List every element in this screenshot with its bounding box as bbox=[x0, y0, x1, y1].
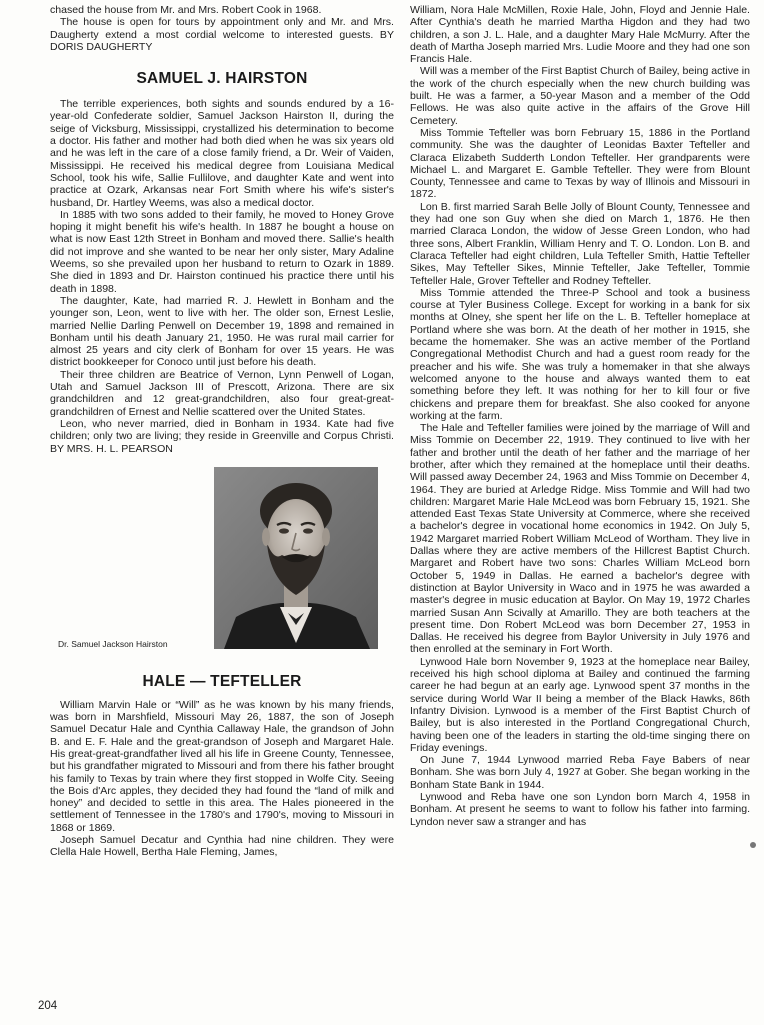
hairston-heading: SAMUEL J. HAIRSTON bbox=[136, 70, 308, 88]
hairston-paragraph-4: Their three children are Beatrice of Vernon, Lynn Penwell of Logan, Utah and Samuel Jackson III of Prescott, Arizona. There are six grandchildren and 12 great-grandchildren, also four great-great-grandchildren of Ernest and Nellie scattered over the United States. bbox=[50, 368, 394, 418]
right-paragraph-5: Miss Tommie attended the Three-P School and took a business course at Tyler Business College. Except for working in a bank for six months at Olney, she spent her life on the L. B. Tefteller homeplace at Portland where she was born. At the death of her mother in 1915, she became the homemaker. She was an active member of the Portland Congregational Methodist Church and had a guest room ready for the preacher and his wife. She was truly a homemaker in that she always welcomed anyone to the house and always wanted them to eat something before they left. It was nothing for her to kill four or five chickens and prepare them for breakfast. She also cooked for anyone working at the farm. bbox=[410, 286, 750, 422]
left-column bbox=[50, 4, 394, 859]
binding-hole-mark bbox=[750, 842, 756, 848]
right-column bbox=[410, 4, 750, 828]
hairston-paragraph-3: The daughter, Kate, had married R. J. Hewlett in Bonham and the younger son, Leon, went to live with her. The older son, Ernest Leslie, married Nellie Darling Penwell on December 19, 1898 and remained in Bonham until his death January 21, 1950. He was rural mail carrier for almost 25 years and city clerk of Bonham for over 15 years. He was district bookkeeper for Conoco until just before his death. bbox=[50, 294, 394, 369]
intro-paragraph-1: chased the house from Mr. and Mrs. Robert Cook in 1968. bbox=[50, 4, 322, 16]
right-paragraph-2: Will was a member of the First Baptist Church of Bailey, being active in the work of the church especially when the new church building was built. He was a farmer, a 50-year Mason and a member of the Odd Fellows. He was also quite active in the affairs of the Grove Hill Cemetery. bbox=[410, 65, 750, 127]
intro-paragraph-2: The house is open for tours by appointment only and Mr. and Mrs. Daugherty extend a most cordial welcome to interested guests. BY DORIS DAUGHERTY bbox=[50, 16, 394, 53]
right-paragraph-1: William, Nora Hale McMillen, Roxie Hale, John, Floyd and Jennie Hale. After Cynthia's death he married Martha Higdon and they had two children, a son J. L. Hale, and a daughter Mary Hale McMurry. After the death of Martha Joseph married Mrs. Ludie Moore and they had one son Francis Hale. bbox=[410, 4, 750, 66]
portrait-figure bbox=[50, 467, 394, 657]
hairston-paragraph-2: In 1885 with two sons added to their family, he moved to Honey Grove hoping it might benefit his wife's health. In 1887 he bought a house on what is now East 12th Street in Bonham and moved there. Sallie's health did not improve and she wanted to be near her only sister, Mary Adaline Weems, so she prevailed upon her husband to return to Ozark in 1889. She died in 1893 and Dr. Hairston continued his practice there until his death in 1898. bbox=[50, 208, 394, 295]
right-paragraph-6: The Hale and Tefteller families were joined by the marriage of Will and Miss Tommie on December 22, 1919. They continued to live with her father and brother until the death of her father and the marriage of her brother, after which they remained at the homeplace until their deaths. Will passed away December 24, 1963 and Miss Tommie on December 4, 1964. They are buried at Arledge Ridge. Miss Tommie and Will had two children: Margaret Marie Hale McLeod was born February 15, 1921. She attended East Texas State University at Commerce, where she received a bachelor's degree in vocational home economics in 1942. On July 5, 1942 Margaret married Robert William McLeod of Wortham. They live in Dallas where they are active members of the Hillcrest Baptist Church. Margaret and Robert have two sons: Charles William McLeod born October 5, 1949 in Dallas. He earned a bachelor's degree with distinction at Baylor University in Waco and in 1975 he was awarded a master's degree in music education at Baylor. On May 19, 1972 Charles married Susan Ann Scivally at Amarillo. They are both teachers at the present time. Don Robert McLeod was born December 27, 1953 in Dallas. He received his degree from Baylor University in July 1976 and then enrolled at the seminary in Fort Worth. bbox=[410, 422, 750, 656]
right-paragraph-3: Miss Tommie Tefteller was born February 15, 1886 in the Portland community. She was the daughter of Leonidas Baxter Tefteller and Claraca Elizabeth Sudderth London Tefteller. Her grandparents were Michael L. and Margaret E. Gamble Tefteller. They were from Blount County, Tennessee and came to Texas by way of Illinois and Missouri in 1872. bbox=[410, 126, 750, 201]
right-paragraph-8: On June 7, 1944 Lynwood married Reba Faye Babers of near Bonham. She was born July 4, 1927 at Gober. She began working in the Bonham State Bank in 1944. bbox=[410, 754, 750, 791]
hale-paragraph-2: Joseph Samuel Decatur and Cynthia had nine children. They were Clella Hale Howell, Bertha Hale Fleming, James, bbox=[50, 834, 394, 859]
hale-tefteller-heading: HALE — TEFTELLER bbox=[142, 672, 302, 690]
page-number: 204 bbox=[38, 1000, 58, 1012]
right-paragraph-4: Lon B. first married Sarah Belle Jolly of Blount County, Tennessee and they had one son Guy when she died on March 1, 1876. He then married Claraca London, the widow of Jesse Green London, who had three sons, Albert Franklin, William Henry and T. O. London. Lon B. and Claraca Tefteller had eight children, Lula Tefteller Smith, Hattie Tefteller Sikes, May Tefteller Sikes, Minnie Tefteller, Jake Tefteller, Tommie Tefteller Hale, Grover Tefteller and Rodney Tefteller. bbox=[410, 200, 750, 287]
hale-paragraph-1: William Marvin Hale or “Will” as he was known by his many friends, was born in Marshfield, Missouri May 26, 1887, the son of Joseph Samuel Decatur Hale and Cynthia Callaway Hale, the grandson of John B. and E. F. Hale and the great-grandson of Joseph and Margaret Hale. His great-great-grandfather lived all his life in Greene County, Tennessee, but his grandfather migrated to Missouri and from there his father brought his family to Texas by train where they first stopped in Wolfe City. Seeing the Bois d'Arc apples, they decided they had found the “land of milk and honey” and decided to settle in this area. The Hales pioneered in the settlement of Tennessee in the 1780's and 1790's, moving to Missouri in 1868 or 1869. bbox=[50, 698, 394, 834]
portrait-photo bbox=[214, 467, 378, 649]
portrait-caption: Dr. Samuel Jackson Hairston bbox=[58, 638, 168, 649]
right-paragraph-9: Lynwood and Reba have one son Lyndon born March 4, 1958 in Bonham. At present he seems to want to follow his father into farming. Lyndon never saw a stranger and has bbox=[410, 791, 750, 828]
right-paragraph-7: Lynwood Hale born November 9, 1923 at the homeplace near Bailey, received his high school diploma at Bailey and continued the farming career he had begun at an early age. Lynwood spent 37 months in the service during World War II being a member of the Black Hawks, 86th Infantry Division. Lynwood is a member of the First Baptist Church of Bailey, but is also interested in the Portland Congregational Church, having been one of the leaders in starting the old-time singing there on Friday evenings. bbox=[410, 655, 750, 754]
hairston-paragraph-5: Leon, who never married, died in Bonham in 1934. Kate had five children; only two are living; they reside in Greenville and Corpus Christi. BY MRS. H. L. PEARSON bbox=[50, 417, 394, 455]
hairston-paragraph-1: The terrible experiences, both sights and sounds endured by a 16-year-old Confederate soldier, Samuel Jackson Hairston II, during the seige of Vicksburg, Mississippi, crystallized his determination to become a doctor. His father and mother had both died when he was six years old and he was left in the care of a close family friend, a Dr. Weir of Vaiden, Mississippi. He received his medical degree from Louisiana Medical School, took his wife, Sallie Fullilove, and daughter Kate and went into practice at Ozark, Arkansas near Fort Smith where his wife's sister's husband, Dr. Hartley Weems, was also a medical doctor. bbox=[50, 98, 394, 209]
